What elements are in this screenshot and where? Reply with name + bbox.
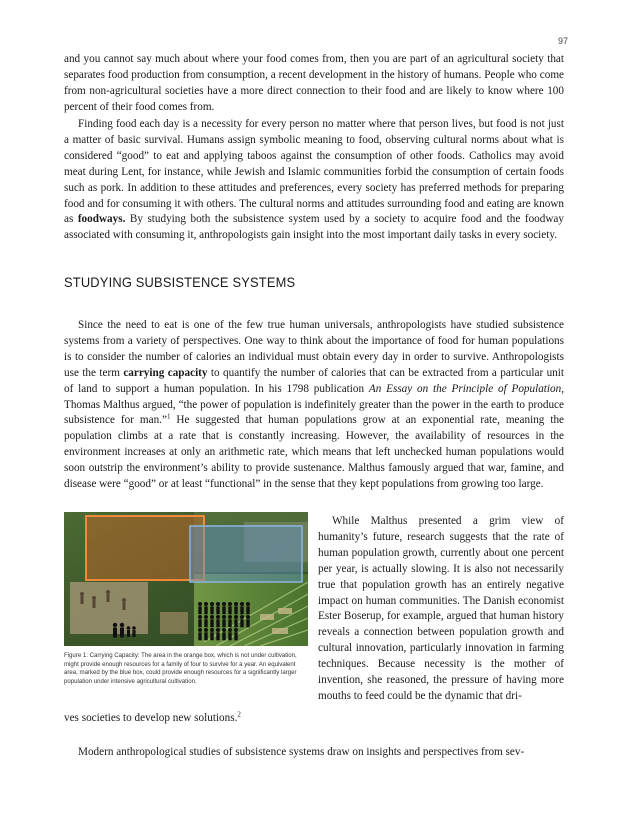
page-number: 97 [557,36,568,46]
book-title: An Essay on the Principle of Population, [368,382,564,395]
paragraph-2-text-a: Finding food each day is a necessity for every person no matter where that person lives, but food is not just a matter of basic survival. Humans assign symbolic meaning to food, observing cultural norms about what is considered “good” to eat and applying taboos against the consumption of other foods. Catholics may avoid meat during Lent, for instance, while Jewish and Islamic communities forbid the consumption of certain foods such as pork. In addition to these attitudes and preferences, every society has preferred methods for preparing food and for consuming it with others. The cultural norms and attitudes surrounding food and eating are known as [64,118,564,226]
figure-image [64,512,308,646]
footnote-ref-1: 1 [166,412,171,421]
paragraph-4: Modern anthropological studies of subsistence systems draw on insights and perspectives from sev- [78,746,525,758]
column-continuation [64,711,564,727]
paragraph-3-text-c: Thomas Malthus argued, “the power of population is indefinitely greater than the power in the earth to produce subsistence for man.” [64,398,564,427]
paragraph-1: and you cannot say much about where your food comes from, then you are part of an agricultural society that separates food production from consumption, a recent development in the history of humans. People who come from non-agricultural societies have a more direct connection to their food and are likely to know where 100 percent of their food comes from. [64,53,564,113]
term-foodways: foodways. [77,213,126,226]
paragraph-3-text-d: He suggested that human populations grow at an exponential rate, meaning the population climbs at a rate that is constantly increasing. However, the availability of resources in the environment increases at only an arithmetic rate, which means that left unchecked human populations would soon outstrip the environment’s ability to provide sustenance. Malthus famously argued that war, famine, and disease were “good” or at least “functional” in the sense that they kept populations from growing too large. [64,414,564,491]
figure-carrying-capacity [64,512,308,686]
term-carrying-capacity: carrying capacity [123,366,208,379]
section-heading: STUDYING SUBSISTENCE SYSTEMS [64,274,296,290]
paragraph-3-text-b: to quantify the number of calories that can be extracted from a particular unit of land to support a human population. In his 1798 publication [64,366,564,395]
paragraph-3-text-a: Since the need to eat is one of the few true human universals, anthropologists have studied subsistence systems from a variety of perspectives. One way to think about the importance of food for human populations is to consider the number of calories an individual must obtain every day in order to survive. Anthropologists use the term [64,319,564,379]
paragraph-2-text-b: By studying both the subsistence system used by a society to acquire food and the foodway associated with consuming it, anthropologists gain insight into the most important daily tasks in every society. [64,213,564,242]
figure-caption: Figure 1: Carrying Capacity: The area in the orange box, which is not under cultivation, might provide enough resources for a family of four to survive for a year. An equivalent area, marked by the blue box, could provide enough resources for a significantly larger population under intensive agricultural cultivation. [64,652,297,685]
blue-box [190,526,302,582]
paragraph-2 [64,117,564,244]
paragraph-3 [64,318,564,493]
continuation-text: ves societies to develop new solutions. [64,712,238,724]
column-paragraph: While Malthus presented a grim view of humanity’s future, research suggests that the rate of human population growth, currently about one percent per year, is actually slowing. It is also not necessarily true that population growth has an entirely negative impact on human communities. The Danish economist Ester Boserup, for example, argued that human history reveals a connection between population growth and cultural innovation, particularly innovation in farming techniques. Because necessity is the mother of invention, she reasoned, the pressure of having more mouths to feed could be the dynamic that dri- [318,515,564,702]
footnote-ref-2: 2 [237,710,241,719]
orange-box [86,516,204,580]
